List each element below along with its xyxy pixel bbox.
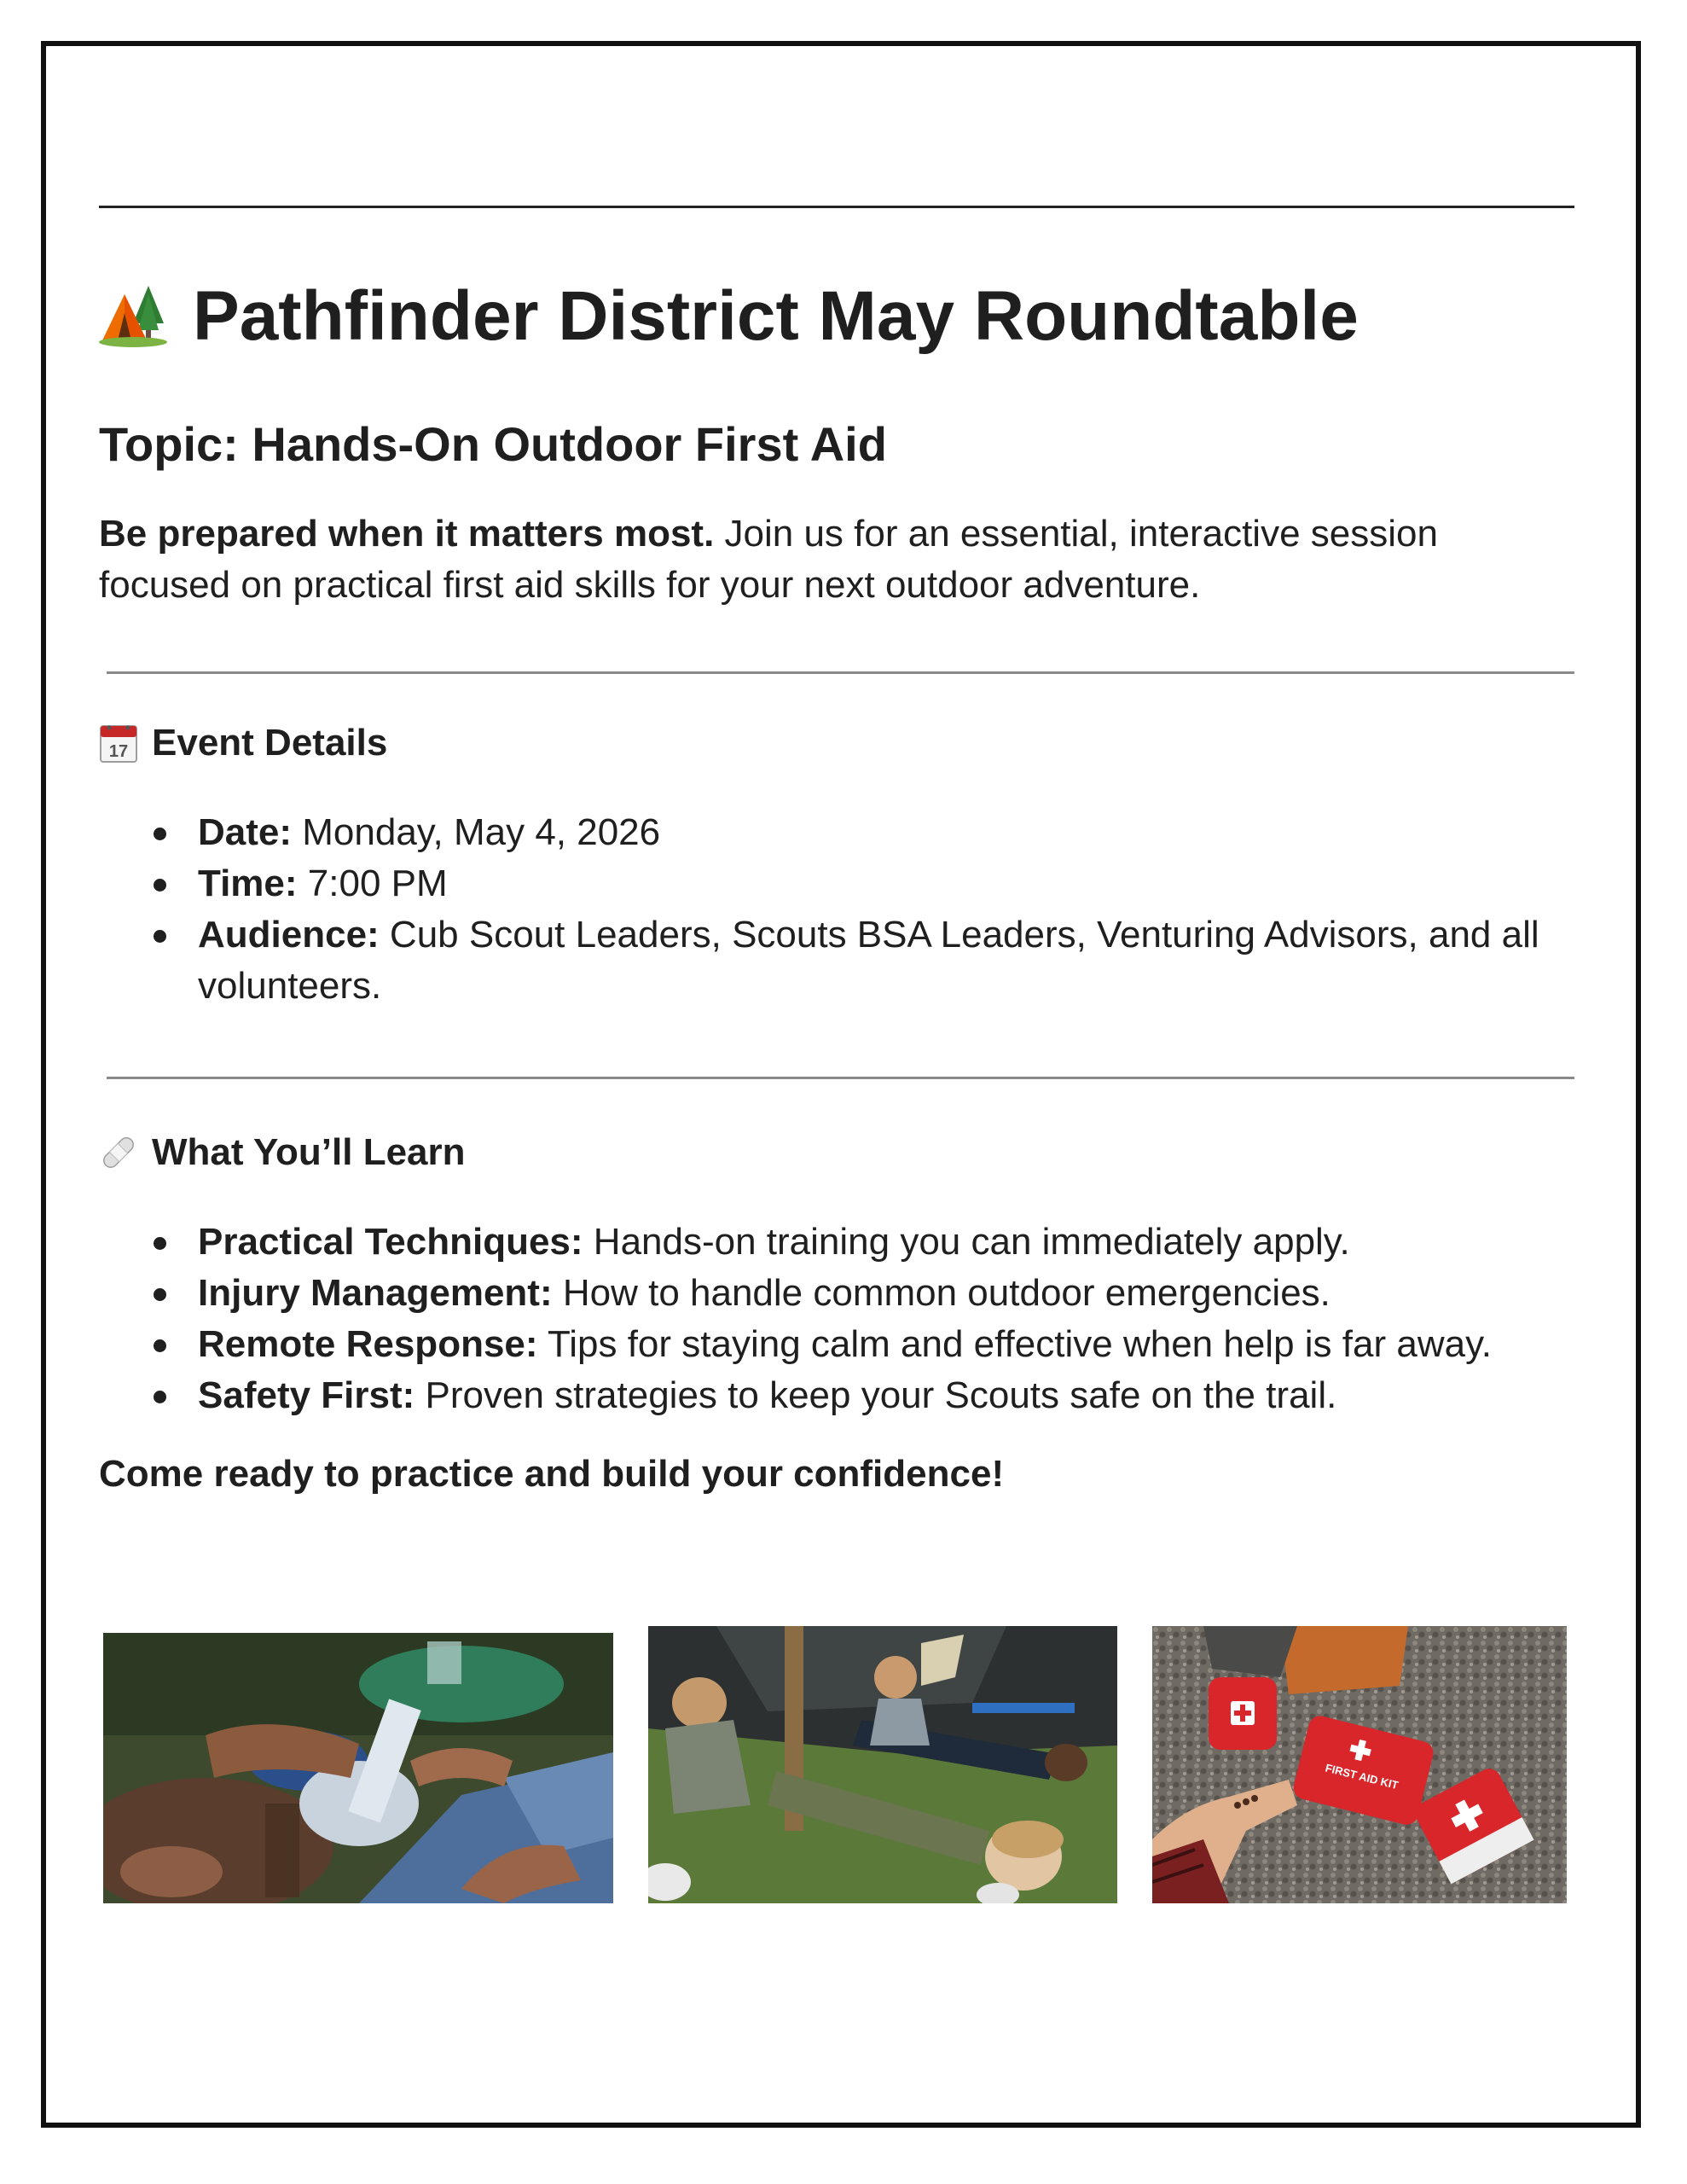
title-text: Pathfinder District May Roundtable bbox=[193, 277, 1359, 355]
photo-bandaging-knee bbox=[103, 1633, 613, 1903]
event-details-heading bbox=[99, 722, 387, 764]
svg-text:17: 17 bbox=[108, 742, 129, 761]
bandage-icon bbox=[99, 1132, 138, 1173]
list-item: Injury Management: How to handle common outdoor emergencies. bbox=[99, 1268, 1583, 1319]
what-youll-learn-heading bbox=[99, 1131, 466, 1174]
section-divider bbox=[107, 671, 1574, 674]
tent-icon bbox=[99, 282, 174, 351]
event-details-label: Event Details bbox=[152, 722, 388, 764]
list-item: Time: 7:00 PM bbox=[99, 858, 1583, 909]
page-title bbox=[99, 278, 1359, 355]
list-item: Audience: Cub Scout Leaders, Scouts BSA Leaders, Venturing Advisors, and all volunteers. bbox=[99, 909, 1583, 1012]
event-details-list bbox=[99, 807, 1583, 1012]
topic-subtitle: Topic: Hands-On Outdoor First Aid bbox=[99, 417, 887, 471]
closing-line: Come ready to practice and build your confidence! bbox=[99, 1453, 1005, 1495]
list-item: Safety First: Proven strategies to keep your Scouts safe on the trail. bbox=[99, 1370, 1583, 1421]
intro-paragraph bbox=[99, 508, 1549, 611]
intro-text: Join us for an essential, interactive session focused on practical first aid skills for your next outdoor adventure. bbox=[99, 513, 1438, 606]
list-item: Remote Response: Tips for staying calm and effective when help is far away. bbox=[99, 1319, 1583, 1370]
list-item: Practical Techniques: Hands-on training you can immediately apply. bbox=[99, 1217, 1583, 1268]
learn-list bbox=[99, 1217, 1583, 1421]
calendar-icon bbox=[99, 723, 138, 764]
first-aid-kit-label: FIRST AID KIT bbox=[1324, 1761, 1400, 1792]
top-divider bbox=[99, 206, 1574, 208]
photo-first-aid-kits bbox=[1152, 1626, 1567, 1903]
list-item: Date: Monday, May 4, 2026 bbox=[99, 807, 1583, 858]
intro-bold: Be prepared when it matters most. bbox=[99, 513, 715, 555]
learn-label: What You’ll Learn bbox=[152, 1131, 466, 1173]
section-divider bbox=[107, 1077, 1574, 1079]
photo-scouts-first-aid-practice bbox=[648, 1626, 1117, 1903]
